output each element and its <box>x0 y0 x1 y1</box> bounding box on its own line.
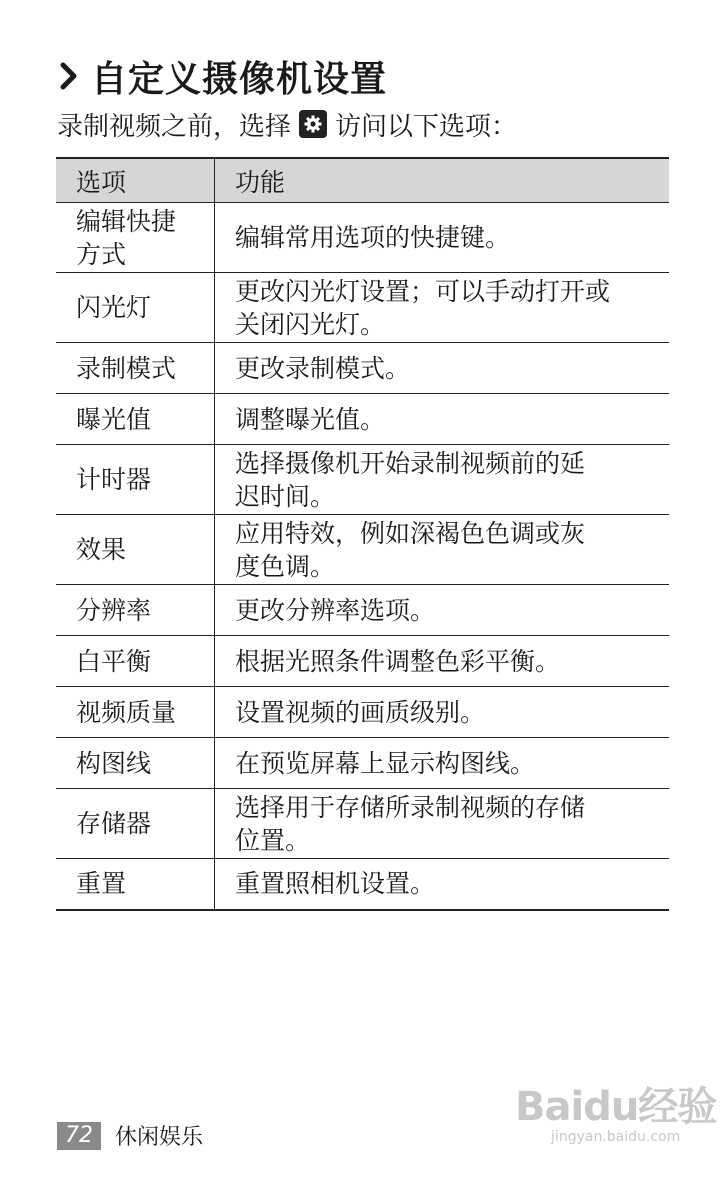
watermark <box>515 1085 716 1145</box>
options-table <box>56 157 669 911</box>
header-option: 选项 <box>56 158 215 203</box>
option-cell: 分辨率 <box>56 585 215 636</box>
option-cell: 重置 <box>56 859 215 910</box>
function-cell: 调整曝光值。 <box>215 394 670 445</box>
option-cell: 构图线 <box>56 738 215 789</box>
option-cell: 计时器 <box>56 445 215 515</box>
function-cell: 重置照相机设置。 <box>215 859 670 910</box>
section-name: 休闲娱乐 <box>115 1125 204 1150</box>
function-cell: 选择摄像机开始录制视频前的延 迟时间。 <box>215 445 670 515</box>
table-row <box>56 585 669 636</box>
table-row <box>56 859 669 910</box>
intro-after: 访问以下选项： <box>335 111 518 142</box>
function-cell: 编辑常用选项的快捷键。 <box>215 203 670 273</box>
page-number: 72 <box>57 1122 101 1150</box>
table-row <box>56 203 669 273</box>
option-cell: 录制模式 <box>56 343 215 394</box>
header-function: 功能 <box>215 158 670 203</box>
function-cell: 更改闪光灯设置；可以手动打开或 关闭闪光灯。 <box>215 273 670 343</box>
option-cell: 曝光值 <box>56 394 215 445</box>
function-cell: 设置视频的画质级别。 <box>215 687 670 738</box>
table-row <box>56 789 669 859</box>
function-cell: 根据光照条件调整色彩平衡。 <box>215 636 670 687</box>
intro-text <box>57 104 517 144</box>
table-row <box>56 273 669 343</box>
option-cell: 存储器 <box>56 789 215 859</box>
option-cell: 白平衡 <box>56 636 215 687</box>
option-cell: 闪光灯 <box>56 273 215 343</box>
chevron-right-icon <box>55 56 83 96</box>
page-title: 自定义摄像机设置 <box>91 58 388 100</box>
table-row <box>56 515 669 585</box>
watermark-brand: Baidu经验 <box>515 1084 717 1130</box>
function-cell: 更改录制模式。 <box>215 343 670 394</box>
table-header-row <box>56 158 669 203</box>
option-cell: 视频质量 <box>56 687 215 738</box>
table-row <box>56 738 669 789</box>
table-row <box>56 636 669 687</box>
table-row <box>56 343 669 394</box>
function-cell: 选择用于存储所录制视频的存储 位置。 <box>215 789 670 859</box>
function-cell: 在预览屏幕上显示构图线。 <box>215 738 670 789</box>
table-row <box>56 687 669 738</box>
table-row <box>56 445 669 515</box>
page-header <box>55 48 387 104</box>
table-row <box>56 394 669 445</box>
function-cell: 更改分辨率选项。 <box>215 585 670 636</box>
watermark-url: jingyan.baidu.com <box>551 1129 681 1145</box>
option-cell: 编辑快捷 方式 <box>56 203 215 273</box>
intro-before: 录制视频之前，选择 <box>57 111 292 142</box>
gear-icon <box>299 110 327 138</box>
function-cell: 应用特效，例如深褐色色调或灰 度色调。 <box>215 515 670 585</box>
option-cell: 效果 <box>56 515 215 585</box>
page-footer <box>57 1120 203 1151</box>
